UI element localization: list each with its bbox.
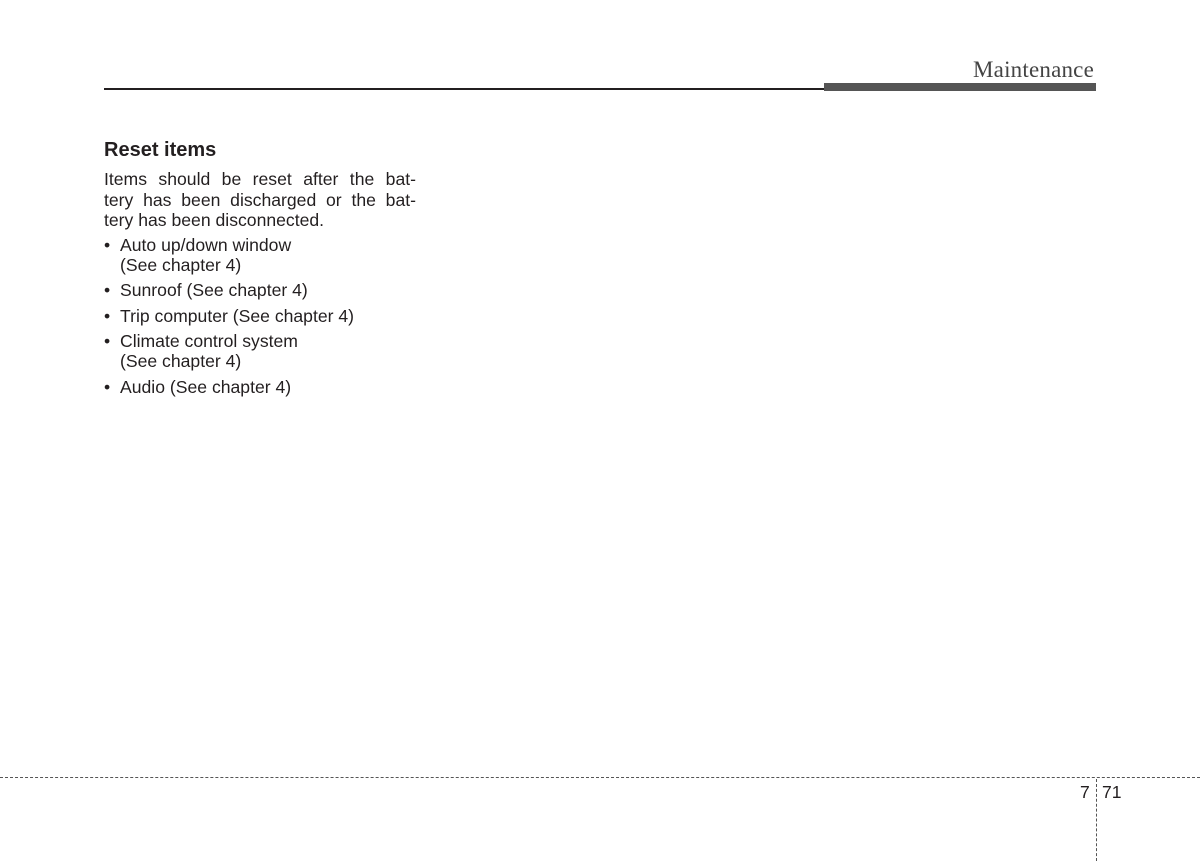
footer-vertical-dashed-rule: [1096, 779, 1097, 861]
list-item: [104, 235, 416, 275]
list-item: [104, 280, 416, 300]
list-item: [104, 306, 416, 326]
list-item-text: Trip computer (See chapter 4): [120, 305, 355, 326]
bullet-icon: •: [104, 234, 111, 255]
section-title: Reset items: [104, 139, 217, 161]
intro-line: Items should be reset after the bat-: [104, 169, 416, 189]
list-item-text: Climate control system: [120, 331, 298, 351]
footer-dashed-rule: [0, 777, 1200, 778]
intro-line: tery has been discharged or the bat-: [104, 189, 416, 210]
running-header-title: Maintenance: [973, 57, 1094, 82]
bullet-icon: •: [104, 376, 111, 397]
page-number: 71: [1102, 782, 1122, 802]
list-item-text: (See chapter 4): [120, 254, 242, 275]
main-content: [104, 137, 416, 402]
chapter-number: 7: [1080, 782, 1090, 802]
bullet-icon: •: [104, 331, 111, 351]
list-item: [104, 331, 416, 371]
list-item-text: (See chapter 4): [120, 351, 242, 371]
reset-items-list: [104, 235, 416, 397]
list-item-text: Audio (See chapter 4): [120, 376, 292, 397]
bullet-icon: •: [104, 305, 111, 326]
header-rule-thick: [824, 83, 1096, 91]
list-item: [104, 377, 416, 397]
intro-paragraph: [104, 169, 416, 231]
intro-line: tery has been disconnected.: [104, 210, 325, 230]
header-rule-thin: [104, 88, 824, 90]
list-item-text: Sunroof (See chapter 4): [120, 280, 308, 300]
list-item-text: Auto up/down window: [120, 234, 292, 255]
bullet-icon: •: [104, 280, 111, 300]
